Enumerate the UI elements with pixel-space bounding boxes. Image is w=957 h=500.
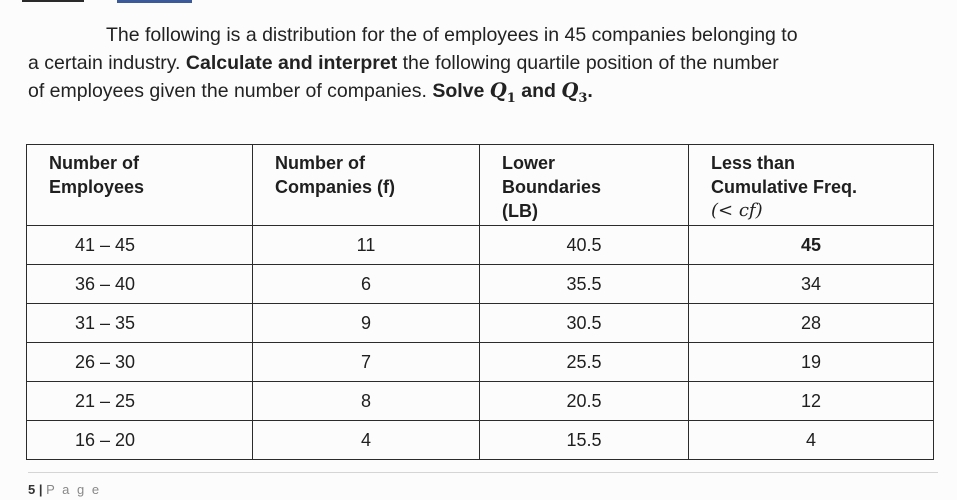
- header-rule: [22, 0, 84, 2]
- cell-cumulative-frequency: 45: [689, 226, 934, 265]
- footer-divider: [28, 472, 938, 473]
- cell-employees: 16 – 20: [27, 421, 253, 460]
- cell-companies: 9: [253, 304, 480, 343]
- cell-employees: 26 – 30: [27, 343, 253, 382]
- cell-cumulative-frequency: 12: [689, 382, 934, 421]
- cell-employees: 21 – 25: [27, 382, 253, 421]
- header-companies: Number of Companies (f): [253, 145, 480, 226]
- problem-line-3: of employees given the number of companies. Solve $Q_1$ and $Q_3$.: [28, 79, 593, 106]
- table-row: [27, 421, 934, 460]
- table-row: [27, 382, 934, 421]
- q1-symbol: $Q_1$: [489, 79, 516, 106]
- bold-instruction: Calculate and interpret: [185, 52, 398, 74]
- page-label: P a g e: [46, 482, 102, 497]
- cell-companies: 4: [253, 421, 480, 460]
- problem-statement: [28, 21, 933, 113]
- cell-lower-boundary: 25.5: [480, 343, 689, 382]
- cell-cumulative-frequency: 34: [689, 265, 934, 304]
- cell-lower-boundary: 35.5: [480, 265, 689, 304]
- table-row: [27, 304, 934, 343]
- table-row: [27, 265, 934, 304]
- table-header-row: [27, 145, 934, 226]
- page-number: 5: [28, 482, 36, 497]
- page-separator: |: [38, 482, 43, 497]
- cell-employees: 31 – 35: [27, 304, 253, 343]
- page-footer: [28, 482, 101, 497]
- cell-companies: 11: [253, 226, 480, 265]
- header-cumulative-frequency: Less than Cumulative Freq. (< cf): [689, 145, 934, 226]
- cell-cumulative-frequency: 4: [689, 421, 934, 460]
- header-accent-rule: [117, 0, 192, 3]
- frequency-distribution-table: [26, 144, 934, 460]
- header-employees: Number of Employees: [27, 145, 253, 226]
- cell-lower-boundary: 15.5: [480, 421, 689, 460]
- cell-cumulative-frequency: 28: [689, 304, 934, 343]
- table-row: [27, 343, 934, 382]
- cell-companies: 6: [253, 265, 480, 304]
- table-row: [27, 226, 934, 265]
- header-lower-boundaries: Lower Boundaries (LB): [480, 145, 689, 226]
- problem-line-1: The following is a distribution for the of employees in 45 companies belonging to: [106, 24, 798, 46]
- cell-lower-boundary: 40.5: [480, 226, 689, 265]
- cell-employees: 36 – 40: [27, 265, 253, 304]
- cell-cumulative-frequency: 19: [689, 343, 934, 382]
- cell-employees: 41 – 45: [27, 226, 253, 265]
- q3-symbol: $Q_3$: [561, 79, 588, 106]
- cell-companies: 7: [253, 343, 480, 382]
- problem-line-2: a certain industry. Calculate and interpret the following quartile position of the number: [28, 52, 779, 74]
- cell-lower-boundary: 30.5: [480, 304, 689, 343]
- cell-lower-boundary: 20.5: [480, 382, 689, 421]
- cell-companies: 8: [253, 382, 480, 421]
